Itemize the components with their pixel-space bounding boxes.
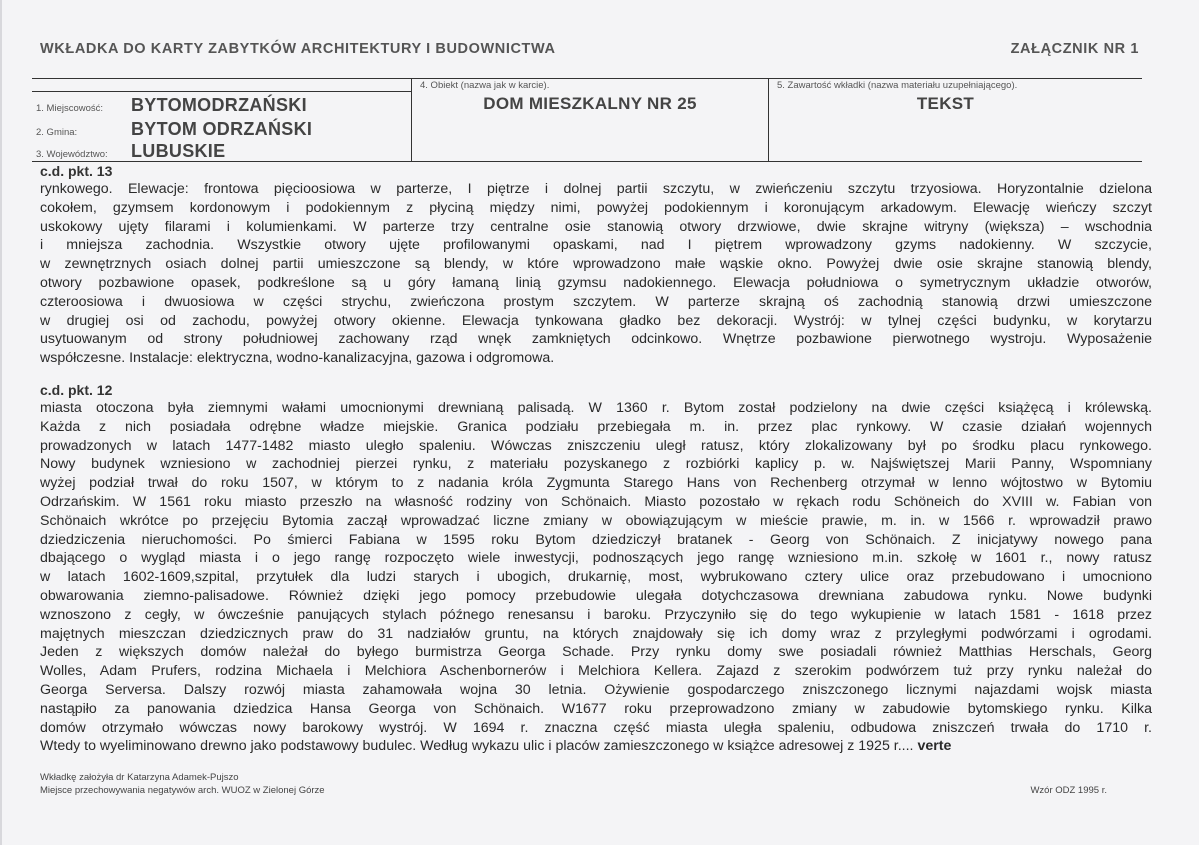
text-line: majętnych mieszczan dziedzicznych praw do 31 nadziałów gruntu, na których znajdowały się ich domy wraz z przyległymi podwórzami i ogrodami. — [40, 625, 1152, 642]
miejscowosc-value: BYTOMODRZAŃSKI — [131, 95, 307, 115]
text-line: Odrzańskim. W 1561 roku miasto przeszło na własność rodziny von Schönaich. Miasto pozostało w rękach rodu Schöneich do XVIII w. Fabian von — [40, 493, 1152, 510]
text-line: w zewnętrznych osiach dolnej partii umieszczone są blendy, w które wprowadzono małe wąskie okno. Powyżej dwie osie skrajne stanowią blendy, — [40, 256, 1152, 273]
text-line: otwory pozbawione opasek, podkreślone są u góry łamaną linią gzymsu nadokiennego. Elewacja południowa o symetrycznym układzie otworów, — [40, 274, 1152, 291]
section-13-heading: c.d. pkt. 13 — [40, 163, 113, 179]
text-line: w latach 1602-1609,szpital, przytułek dla ludzi starych i ubogich, drukarnię, most, wybrukowano cztery ulice oraz przebudowano i umocniono — [40, 569, 1152, 586]
text-line: rynkowego. Elewacje: frontowa pięcioosiowa w parterze, I piętrze i dolnej partii szczytu, w zwieńczeniu szczytu trzyosiowa. Horyzontalnie dzielona — [40, 181, 1152, 197]
obiekt-label: 4. Obiekt (nazwa jak w karcie). — [420, 80, 550, 91]
text-line: wznoszono z cegły, w ówcześnie panujących stylach późnego renesansu i baroku. Przyczyniło się do tego wykupienie w latach 1581 - 1618 przez — [40, 606, 1152, 623]
location-cell — [32, 79, 411, 161]
final-line-text: Wtedy to wyeliminowano drewno jako podstawowy budulec. Według wykazu ulic i placów zamieszczonego w książce adresowej z 1925 r.... — [40, 738, 914, 755]
miejscowosc-row — [36, 95, 307, 116]
attachment-number: ZAŁĄCZNIK NR 1 — [1010, 41, 1139, 57]
text-line-final — [40, 737, 1152, 756]
text-line: Nowy budynek wzniesiono w zachodniej pierzei rynku, z materiału pozyskanego z rozbiórki kaplicy p. w. Najświętszej Marii Panny, Wspomniany — [40, 456, 1152, 473]
text-line: Wolles, Adam Prufers, rodzina Michaela i Melchiora Aschenbornerów i Melchiora Kellera. Zajazd z szerokim podwórzem tuż przy rynku należał do — [40, 663, 1152, 680]
section-12-heading: c.d. pkt. 12 — [40, 382, 113, 398]
miejscowosc-label: 1. Miejscowość: — [36, 103, 104, 114]
text-line: usytuowanym od strony południowej zachowany rząd wnęk zamkniętych odcinkowo. Wnętrze pozbawione pierwotnego wystroju. Wyposażenie — [40, 331, 1152, 348]
document-title: WKŁADKA DO KARTY ZABYTKÓW ARCHITEKTURY I BUDOWNICTWA — [40, 41, 556, 57]
info-table — [32, 78, 1142, 162]
text-line: cokołem, gzymsem kordonowym i podokiennym z płyciną między nimi, powyżej podokiennym i koronującym arkadowym. Elewację wieńczy szczyt — [40, 199, 1152, 216]
content-cell — [768, 79, 1142, 161]
zawartosc-value: TEKST — [916, 94, 975, 113]
form-model: Wzór ODZ 1995 r. — [1030, 785, 1107, 796]
zawartosc-label: 5. Zawartość wkładki (nazwa materiału uzupełniającego). — [777, 80, 1018, 91]
wojewodztwo-label: 3. Województwo: — [36, 149, 108, 160]
gmina-label: 2. Gmina: — [36, 127, 78, 138]
text-line: dbającego o wygląd miasta i o jego rangę rozpoczęto wiele inwestycji, podnoszących jego rangę wzniesiono m.in. szkołę w 1601 r., nowy ratusz — [40, 550, 1152, 567]
text-line: obwarowania ziemno-palisadowe. Również dzięki jego pomocy przebudowie ulegała dotychczasowa drewniana zabudowa rynku. Nowe budynki — [40, 587, 1152, 604]
section-12-text — [40, 399, 1152, 756]
gmina-value: BYTOM ODRZAŃSKI — [131, 119, 313, 139]
text-line: wyżej podział trwał do roku 1507, w którym to z nadania króla Zygmunta Starego Hans von Rechenberg otrzymał w lenno wójtostwo w Bytomiu — [40, 475, 1152, 492]
gmina-row — [36, 119, 312, 140]
text-line: w drugiej osi od zachodu, powyżej otwory okienne. Elewacja tynkowana gładko bez dekoracji. Wystrój: w tylnej części budynku, w korytarzu — [40, 312, 1152, 329]
text-line: Georga Serversa. Dalszy rozwój miasta zahamowała wojna 30 letnia. Ożywienie gospodarczego zniszczonego licznymi najazdami wojsk miasta — [40, 681, 1152, 698]
cell-divider — [32, 91, 411, 92]
text-line: dziedziczenia nieruchomości. Po śmierci Fabiana w 1595 roku Bytom dziedziczył bratanek - Georg von Schönaich. Z inicjatywy nowego pana — [40, 531, 1152, 548]
text-line: Każda z nich posiadała odrębne władze miejskie. Granica podziału przebiegała m. in. przez plac rynkowy. W czasie działań wojennych — [40, 418, 1152, 435]
wojewodztwo-row — [36, 141, 225, 162]
text-line: Schönaich wkrótce po przejęciu Bytomia zaczął wprowadzać liczne zmiany w obowiązującym w mieście prawie, m. in. w 1566 r. wprowadził prawo — [40, 512, 1152, 529]
wojewodztwo-value: LUBUSKIE — [131, 141, 226, 161]
text-line: czteroosiowa i dwuosiowa w części strychu, zwieńczona prostym szczytem. W parterze skrajną oś zachodnią stanowią drzwi umieszczone — [40, 293, 1152, 310]
obiekt-value: DOM MIESZKALNY NR 25 — [483, 94, 697, 113]
text-line: uskokowy ujęty filarami i kolumienkami. W parterze trzy centralne osie stanowią otwory drzwiowe, dwie skrajne witryny (większa) – wschodnia — [40, 218, 1152, 235]
section-13-text — [40, 180, 1152, 368]
text-line: współczesne. Instalacje: elektryczna, wodno-kanalizacyjna, gazowa i odgromowa. — [40, 350, 555, 367]
author-note: Wkładkę założyła dr Katarzyna Adamek-Pujszo — [40, 772, 239, 783]
text-line: domów otrzymało wówczas nowy barokowy wystrój. W 1694 r. znaczna część miasta uległa spaleniu, odbudowa zniszczeń trwała do 1710 r. — [40, 719, 1152, 736]
text-line: i mniejsza zachodnia. Wszystkie otwory ujęte profilowanymi opaskami, nad I piętrem wprowadzony gzyms nadokienny. W szczycie, — [40, 237, 1152, 254]
text-line: nastąpiło za panowania dziedzica Hansa Georga von Schönaich. W1677 roku przeprowadzono zmiany w zabudowie bytomskiego rynku. Kilka — [40, 700, 1152, 717]
text-line: prowadzonych w latach 1477-1482 miasto uległo spaleniu. Wówczas zniszczeniu uległ ratusz, który zlokalizowany był po środku placu rynkowego. — [40, 437, 1152, 454]
object-cell — [411, 79, 768, 161]
text-line: Jeden z większych domów należał do byłego burmistrza Georga Schade. Przy rynku domy swe posiadali również Matthias Herschals, Georg — [40, 644, 1152, 661]
verte-marker: verte — [917, 738, 952, 755]
text-line: miasta otoczona była ziemnymi wałami umocnionymi drewnianą palisadą. W 1360 r. Bytom został podzielony na dwie części książęcą i królewską. — [40, 400, 1152, 416]
storage-note: Miejsce przechowywania negatywów arch. WUOZ w Zielonej Górze — [40, 785, 325, 796]
